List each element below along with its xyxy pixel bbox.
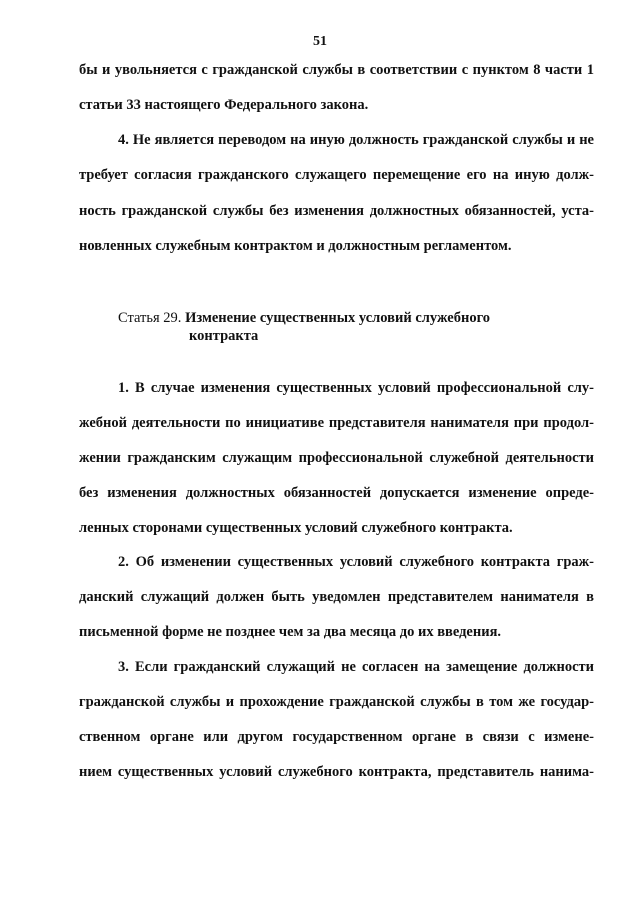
text-line: статьи 33 настоящего Федерального закона. [79, 97, 369, 113]
text-line: ственном органе или другом государственном органе в связи с измене- [79, 729, 594, 745]
text-line: требует согласия гражданского служащего перемещение его на иную долж- [79, 167, 594, 183]
page-number: 51 [313, 34, 327, 49]
paragraph-start: 4. Не является переводом на иную должность гражданской службы и не [118, 132, 594, 148]
article-heading [118, 309, 490, 327]
text-line: без изменения должностных обязанностей допускается изменение опреде- [79, 485, 594, 501]
text-line: ность гражданской службы без изменения должностных обязанностей, уста- [79, 203, 594, 219]
text-line: нием существенных условий служебного контракта, представитель нанима- [79, 764, 594, 780]
text-line: письменной форме не позднее чем за два месяца до их введения. [79, 624, 502, 640]
text-line: ленных сторонами существенных условий служебного контракта. [79, 520, 513, 536]
text-line: бы и увольняется с гражданской службы в соответствии с пунктом 8 части 1 [79, 62, 594, 78]
text-line: жебной деятельности по инициативе представителя нанимателя при продол- [79, 415, 594, 431]
text-line: новленных служебным контрактом и должностным регламентом. [79, 238, 512, 254]
article-title-continued: контракта [189, 328, 259, 344]
article-title: Изменение существенных условий служебного [185, 310, 491, 326]
text-line: жении гражданским служащим профессиональной служебной деятельности [79, 450, 594, 466]
paragraph-start: 2. Об изменении существенных условий служебного контракта граж- [118, 554, 594, 570]
text-line: данский служащий должен быть уведомлен представителем нанимателя в [79, 589, 594, 605]
article-number: Статья 29. [118, 310, 182, 326]
paragraph-start: 3. Если гражданский служащий не согласен на замещение должности [118, 659, 594, 675]
text-line: гражданской службы и прохождение гражданской службы в том же государ- [79, 694, 594, 710]
paragraph-start: 1. В случае изменения существенных условий профессиональной слу- [118, 380, 594, 396]
